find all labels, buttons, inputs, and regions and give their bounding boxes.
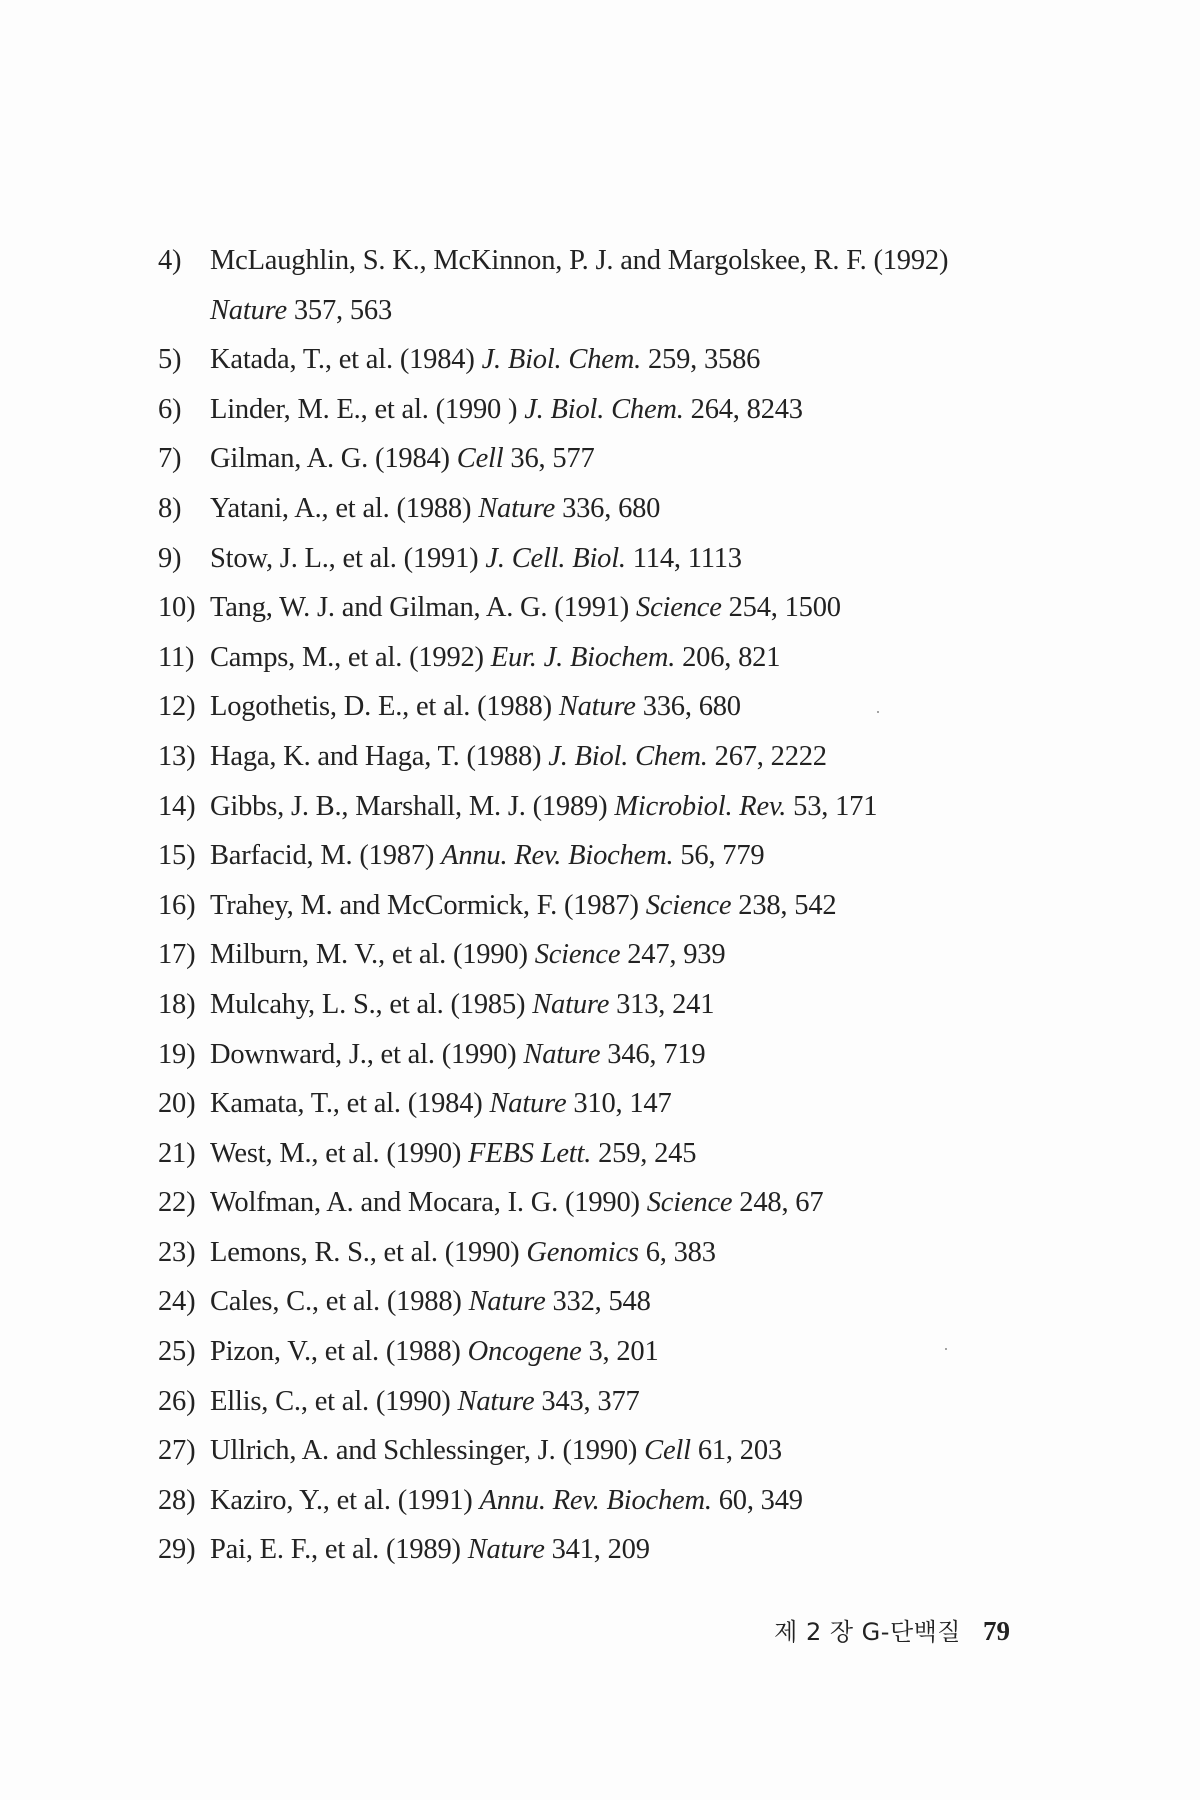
reference-item [158, 1030, 1118, 1080]
reference-citation: 264, 8243 [690, 393, 803, 425]
reference-item [158, 1327, 1118, 1377]
reference-citation: 247, 939 [627, 939, 726, 971]
reference-year: (1990) [562, 1435, 638, 1467]
reference-year: (1987) [563, 889, 639, 921]
reference-journal: Nature [558, 691, 636, 723]
reference-authors: Lemons, R. S., et al. [210, 1236, 438, 1268]
reference-authors: Trahey, M. and McCormick, F. [210, 889, 558, 921]
reference-citation: 238, 542 [738, 889, 837, 921]
reference-item [158, 1129, 1118, 1179]
reference-citation: 254, 1500 [728, 592, 841, 624]
reference-journal: Cell [644, 1435, 691, 1467]
reference-number: 22) [158, 1187, 196, 1219]
reference-journal: Nature [478, 492, 556, 524]
reference-number: 13) [158, 740, 196, 772]
reference-journal: Cell [456, 443, 504, 475]
reference-citation: 259, 245 [598, 1137, 697, 1169]
page-number: 79 [983, 1616, 1010, 1646]
reference-authors: Gilman, A. G. [210, 443, 369, 475]
reference-year: (1991) [554, 592, 630, 624]
reference-year: (1990) [441, 1038, 517, 1070]
reference-citation: 3, 201 [588, 1336, 659, 1368]
reference-journal: Nature [489, 1088, 567, 1120]
reference-citation: 53, 171 [793, 790, 878, 822]
reference-item [158, 831, 1118, 881]
reference-authors: Milburn, M. V., et al. [210, 939, 447, 971]
reference-citation: 357, 563 [293, 294, 393, 326]
reference-citation: 114, 1113 [632, 542, 742, 574]
reference-year: (1989) [386, 1534, 461, 1566]
reference-year: (1991) [397, 1484, 473, 1516]
reference-year: (1990 ) [435, 393, 518, 425]
reference-journal: Science [534, 939, 621, 971]
reference-authors: Yatani, A., et al. [210, 492, 390, 524]
reference-journal: Science [646, 1187, 733, 1219]
reference-citation: 267, 2222 [714, 740, 827, 772]
page-footer [774, 1612, 1010, 1647]
reference-journal: J. Biol. Chem. [481, 344, 642, 376]
reference-citation: 310, 147 [573, 1088, 672, 1120]
reference-year: (1990) [386, 1137, 462, 1169]
reference-journal: Nature [210, 294, 287, 326]
reference-item [158, 782, 1118, 832]
reference-number: 18) [158, 988, 196, 1020]
reference-authors: Camps, M., et al. [210, 641, 403, 673]
reference-number: 29) [158, 1534, 196, 1566]
reference-year: (1992) [873, 245, 949, 276]
reference-item [158, 1426, 1118, 1476]
reference-authors: Mulcahy, L. S., et al. [210, 988, 444, 1020]
reference-number: 25) [158, 1336, 196, 1368]
reference-authors: West, M., et al. [210, 1137, 380, 1169]
reference-citation: 346, 719 [607, 1038, 706, 1070]
reference-authors: Linder, M. E., et al. [210, 393, 429, 425]
reference-journal: Nature [532, 988, 610, 1020]
reference-item [158, 980, 1118, 1030]
reference-number: 20) [158, 1088, 196, 1120]
reference-journal: J. Biol. Chem. [524, 393, 684, 425]
reference-authors: Cales, C., et al. [210, 1286, 380, 1318]
reference-journal: Annu. Rev. Biochem. [479, 1484, 712, 1516]
reference-item [158, 385, 1118, 435]
reference-citation: 248, 67 [739, 1187, 824, 1219]
reference-number: 4) [158, 245, 182, 276]
reference-item [158, 1277, 1118, 1327]
reference-citation: 332, 548 [552, 1286, 651, 1318]
reference-citation: 313, 241 [616, 988, 715, 1020]
reference-number: 11) [158, 641, 195, 673]
reference-number: 21) [158, 1137, 196, 1169]
reference-journal: J. Biol. Chem. [548, 740, 708, 772]
reference-number: 24) [158, 1286, 196, 1318]
reference-journal: J. Cell. Biol. [485, 542, 626, 574]
reference-item [158, 633, 1118, 683]
reference-journal: Science [636, 592, 722, 624]
reference-authors: Katada, T., et al. [210, 344, 393, 376]
reference-citation: 259, 3586 [647, 344, 761, 376]
reference-number: 28) [158, 1484, 196, 1516]
reference-journal: Nature [523, 1038, 601, 1070]
reference-citation: 206, 821 [682, 641, 781, 673]
reference-authors: Gibbs, J. B., Marshall, M. J. [210, 790, 526, 822]
reference-authors: Haga, K. and Haga, T. [210, 740, 460, 772]
reference-number: 15) [158, 840, 196, 872]
reference-year: (1992) [409, 641, 484, 673]
reference-citation: 343, 377 [541, 1385, 640, 1417]
reference-item [158, 1228, 1118, 1278]
reference-authors: Wolfman, A. and Mocara, I. G. [210, 1187, 559, 1219]
reference-citation: 336, 680 [562, 492, 661, 524]
reference-item [158, 434, 1118, 484]
reference-year: (1990) [565, 1187, 640, 1219]
reference-authors: Kamata, T., et al. [210, 1088, 401, 1120]
reference-citation: 56, 779 [680, 840, 765, 872]
reference-item [158, 236, 1118, 335]
reference-authors: Kaziro, Y., et al. [210, 1484, 391, 1516]
reference-authors: Ullrich, A. and Schlessinger, J. [210, 1435, 556, 1467]
scan-speck [877, 711, 879, 713]
reference-authors: Barfacid, M. [210, 840, 353, 872]
reference-year: (1990) [444, 1236, 520, 1268]
reference-item [158, 1476, 1118, 1526]
reference-number: 16) [158, 889, 196, 921]
reference-item [158, 335, 1118, 385]
reference-authors: Pai, E. F., et al. [210, 1534, 380, 1566]
reference-journal: Microbiol. Rev. [614, 790, 787, 822]
reference-item [158, 682, 1118, 732]
reference-citation: 60, 349 [718, 1484, 803, 1516]
reference-authors: Stow, J. L., et al. [210, 542, 397, 574]
reference-item [158, 1178, 1118, 1228]
reference-number: 10) [158, 592, 196, 624]
reference-journal: Nature [468, 1286, 546, 1318]
reference-journal: Annu. Rev. Biochem. [441, 840, 674, 872]
reference-citation: 6, 383 [645, 1236, 716, 1268]
reference-authors: Ellis, C., et al. [210, 1385, 369, 1417]
reference-citation: 61, 203 [697, 1435, 782, 1467]
reference-year: (1984) [407, 1088, 483, 1120]
reference-authors: Logothetis, D. E., et al. [210, 691, 471, 723]
reference-year: (1988) [386, 1286, 462, 1318]
reference-authors: Tang, W. J. and Gilman, A. G. [210, 592, 548, 624]
reference-citation: 36, 577 [510, 443, 595, 475]
reference-year: (1984) [399, 344, 475, 376]
reference-number: 9) [158, 542, 182, 574]
reference-authors: Downward, J., et al. [210, 1038, 435, 1070]
scan-speck [945, 1348, 947, 1350]
reference-year: (1985) [450, 988, 526, 1020]
reference-item [158, 1377, 1118, 1427]
reference-citation: 336, 680 [642, 691, 741, 723]
reference-item [158, 930, 1118, 980]
reference-item [158, 1525, 1118, 1575]
reference-number: 17) [158, 939, 196, 971]
reference-year: (1988) [385, 1336, 461, 1368]
reference-year: (1990) [375, 1385, 451, 1417]
reference-year: (1991) [403, 542, 479, 574]
reference-year: (1984) [375, 443, 450, 475]
reference-number: 12) [158, 691, 196, 723]
reference-number: 7) [158, 443, 182, 475]
reference-list [158, 236, 1118, 1575]
reference-item [158, 583, 1118, 633]
reference-number: 5) [158, 344, 182, 376]
reference-authors: Pizon, V., et al. [210, 1336, 379, 1368]
reference-year: (1990) [452, 939, 528, 971]
reference-item [158, 732, 1118, 782]
reference-number: 23) [158, 1236, 196, 1268]
reference-journal: Nature [467, 1534, 545, 1566]
reference-number: 14) [158, 790, 196, 822]
reference-journal: FEBS Lett. [468, 1137, 592, 1169]
reference-journal: Eur. J. Biochem. [490, 641, 676, 673]
chapter-title: 제 2 장 G-단백질 [774, 1618, 961, 1646]
reference-number: 8) [158, 492, 182, 524]
reference-journal: Genomics [526, 1236, 639, 1268]
reference-authors: McLaughlin, S. K., McKinnon, P. J. and Margolskee, R. F. [210, 245, 867, 276]
reference-year: (1988) [466, 740, 542, 772]
reference-journal: Oncogene [467, 1336, 582, 1368]
reference-item [158, 534, 1118, 584]
reference-year: (1988) [477, 691, 552, 723]
reference-journal: Science [645, 889, 732, 921]
reference-year: (1988) [396, 492, 472, 524]
reference-number: 27) [158, 1435, 196, 1467]
reference-journal: Nature [457, 1385, 535, 1417]
reference-continuation [158, 286, 1118, 336]
reference-number: 26) [158, 1385, 196, 1417]
reference-citation: 341, 209 [551, 1534, 650, 1566]
reference-number: 19) [158, 1038, 196, 1070]
reference-item [158, 881, 1118, 931]
reference-number: 6) [158, 393, 182, 425]
reference-year: (1987) [359, 840, 435, 872]
reference-year: (1989) [532, 790, 608, 822]
reference-item [158, 1079, 1118, 1129]
reference-item [158, 484, 1118, 534]
